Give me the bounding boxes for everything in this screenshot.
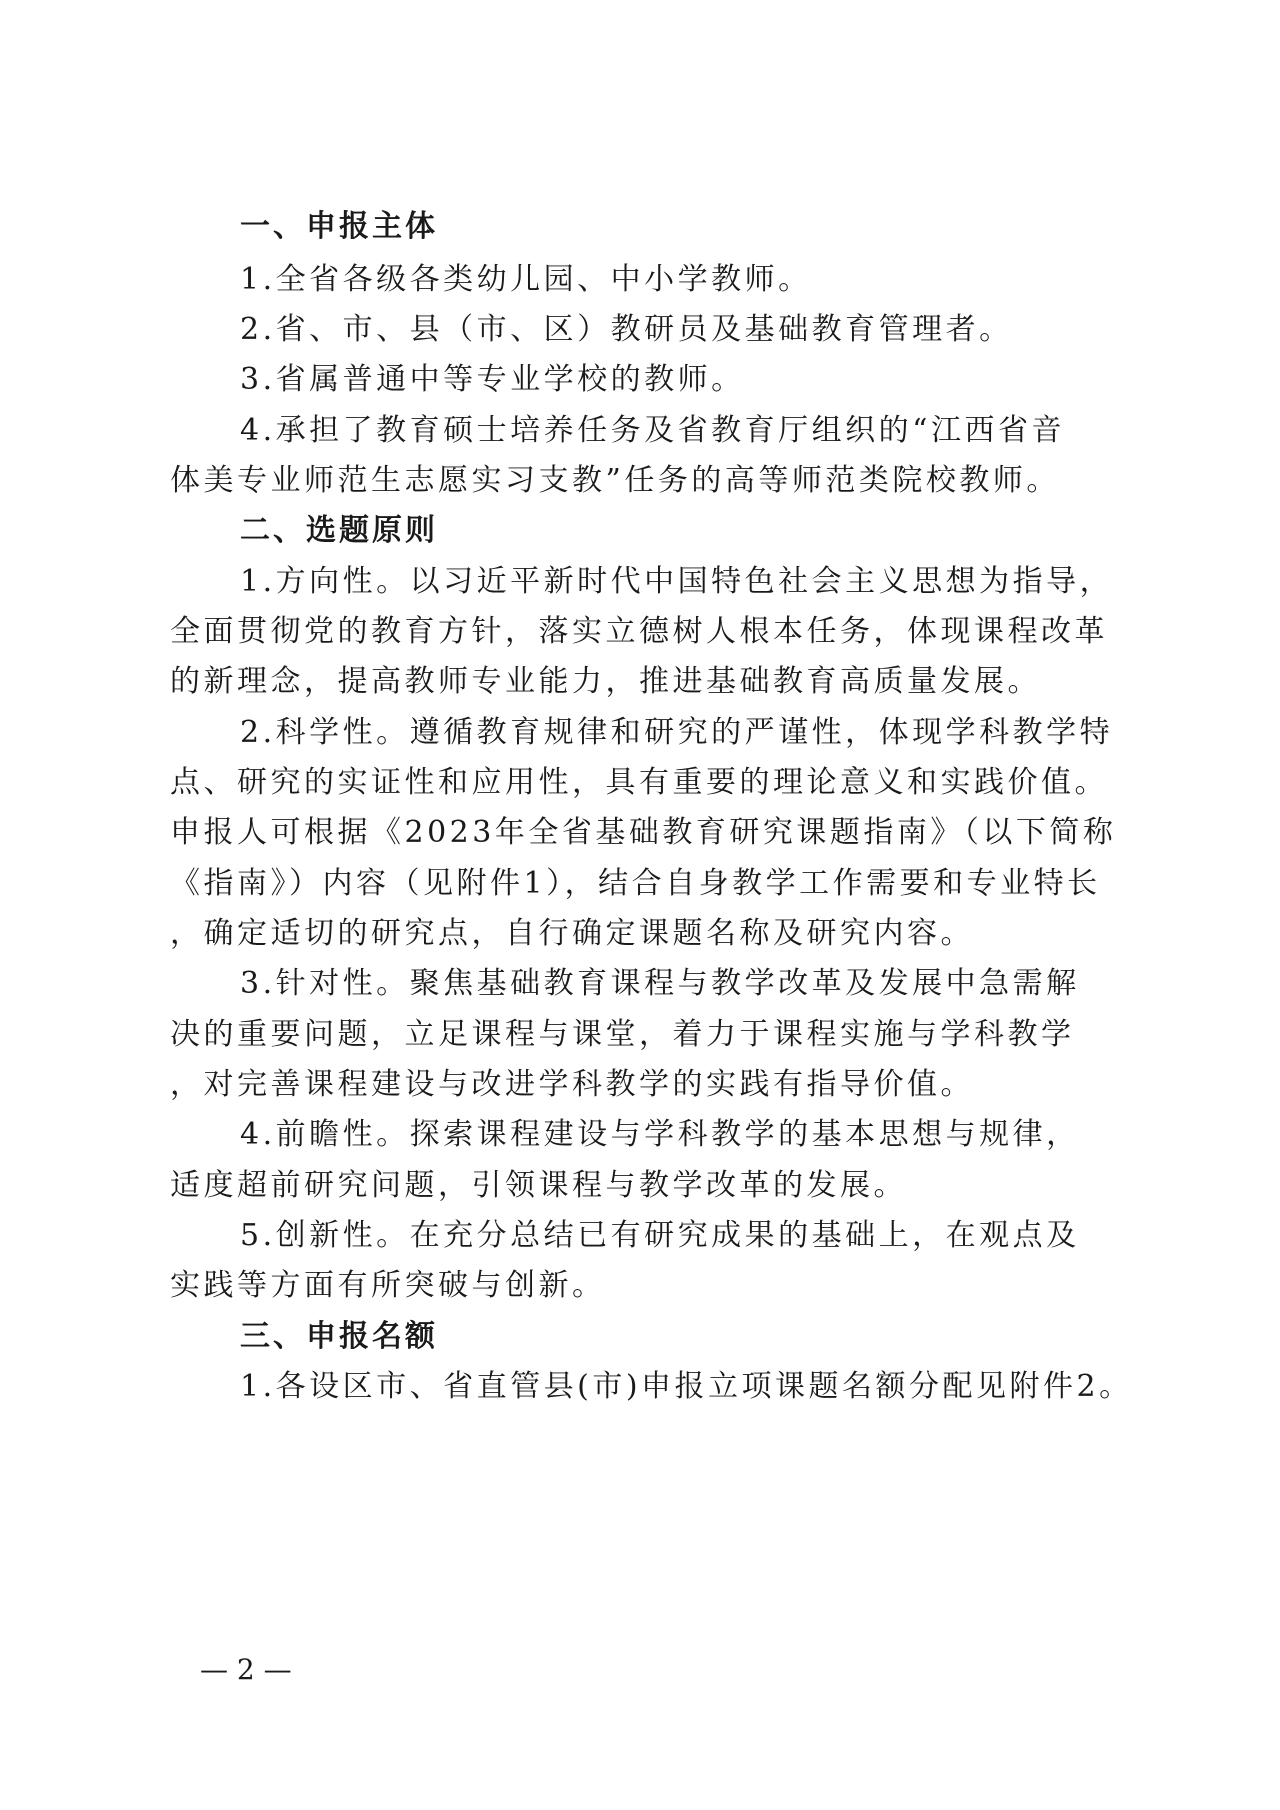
paragraph-line: 3.省属普通中等专业学校的教师。 [240, 362, 745, 397]
page-number: — 2 — [200, 1653, 292, 1686]
paragraph-line: 5.创新性。在充分总结已有研究成果的基础上，在观点及 [240, 1218, 1080, 1253]
paragraph-line: 决的重要问题，立足课程与课堂，着力于课程实施与学科教学 [170, 1017, 1075, 1052]
paragraph-line: 1.全省各级各类幼儿园、中小学教师。 [240, 262, 812, 297]
paragraph-line: 体美专业师范生志愿实习支教”任务的高等师范类院校教师。 [170, 463, 1060, 498]
section-heading-2: 二、选题原则 [240, 513, 438, 548]
paragraph-line: 4.前瞻性。探索课程建设与学科教学的基本思想与规律， [240, 1117, 1080, 1152]
paragraph-line: 2.科学性。遵循教育规律和研究的严谨性，体现学科教学特 [240, 715, 1114, 750]
paragraph-line: 1.各设区市、省直管县(市)申报立项课题名额分配见附件2。 [240, 1369, 1133, 1404]
paragraph-line: ，对完善课程建设与改进学科教学的实践有指导价值。 [170, 1067, 974, 1102]
paragraph-line: 2.省、市、县（市、区）教研员及基础教育管理者。 [240, 312, 1013, 347]
paragraph-line: 适度超前研究问题，引领课程与教学改革的发展。 [170, 1168, 907, 1203]
paragraph-line: 《指南》）内容（见附件1），结合自身教学工作需要和专业特长 [170, 866, 1101, 901]
paragraph-line: 全面贯彻党的教育方针，落实立德树人根本任务，体现课程改革 [170, 614, 1108, 649]
paragraph-line: 实践等方面有所突破与创新。 [170, 1268, 606, 1303]
paragraph-line: 4.承担了教育硕士培养任务及省教育厅组织的“江西省音 [240, 413, 1065, 448]
section-heading-3: 三、申报名额 [240, 1319, 438, 1354]
paragraph-line: 的新理念，提高教师专业能力，推进基础教育高质量发展。 [170, 664, 1041, 699]
paragraph-line: 3.针对性。聚焦基础教育课程与教学改革及发展中急需解 [240, 966, 1080, 1001]
paragraph-line: 申报人可根据《2023年全省基础教育研究课题指南》（以下简称 [170, 815, 1117, 850]
section-heading-1: 一、申报主体 [240, 209, 438, 244]
paragraph-line: 1.方向性。以习近平新时代中国特色社会主义思想为指导， [240, 564, 1114, 599]
paragraph-line: 点、研究的实证性和应用性，具有重要的理论意义和实践价值。 [170, 765, 1108, 800]
paragraph-line: ，确定适切的研究点，自行确定课题名称及研究内容。 [170, 916, 974, 951]
